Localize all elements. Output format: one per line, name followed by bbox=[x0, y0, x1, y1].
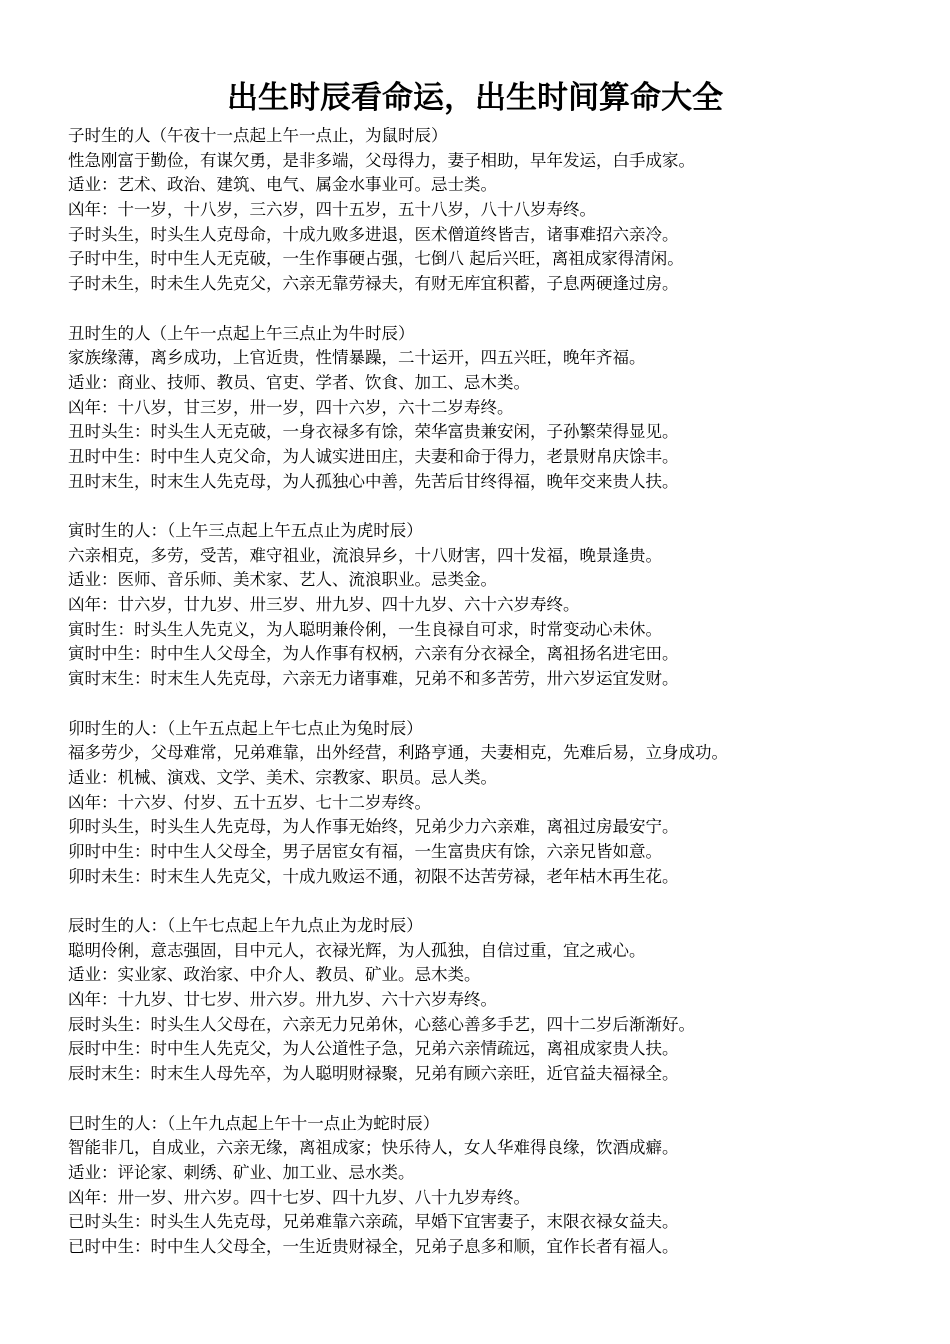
text-line: 寅时中生：时中生人父母全，为人作事有权柄，六亲有分衣禄全，离祖扬名进宅田。 bbox=[68, 644, 679, 664]
section-chen-hour bbox=[68, 914, 938, 1087]
text-line: 家族缘薄，离乡成功，上官近贵，性情暴躁，二十运开，四五兴旺，晚年齐福。 bbox=[68, 348, 646, 368]
text-line: 六亲相克，多劳，受苦，难守祖业，流浪异乡，十八财害，四十发福，晚景逢贵。 bbox=[68, 545, 662, 565]
text-line: 丑时末生，时末生人先克母，为人孤独心中善，先苦后甘终得福，晚年交来贵人扶。 bbox=[68, 471, 679, 491]
text-line: 智能非几，自成业，六亲无缘，离祖成家；快乐待人，女人华难得良缘，饮酒成癖。 bbox=[68, 1138, 679, 1158]
section-heading: 辰时生的人：（上午七点起上午九点止为龙时辰） bbox=[68, 916, 423, 935]
section-heading: 丑时生的人（上午一点起上午三点止为牛时辰） bbox=[68, 323, 415, 343]
text-line: 适业：机械、演戏、文学、美术、宗教家、职员。忌人类。 bbox=[68, 767, 497, 787]
text-line: 辰时末生：时末生人母先卒，为人聪明财禄聚，兄弟有顾六亲旺，近官益夫福禄全。 bbox=[68, 1064, 679, 1084]
text-line: 适业：商业、技师、教员、官吏、学者、饮食、加工、忌木类。 bbox=[68, 372, 530, 392]
section-heading: 卯时生的人：（上午五点起上午七点止为兔时辰） bbox=[68, 718, 423, 738]
section-yin-hour bbox=[68, 519, 938, 692]
text-line: 子时中生，时中生人无克破，一生作事硬占强，七倒八 起后兴旺，离祖成家得清闲。 bbox=[68, 249, 684, 269]
text-line: 适业：评论家、刺绣、矿业、加工业、忌水类。 bbox=[68, 1162, 415, 1182]
text-line: 凶年：十九岁、廿七岁、卅六岁。卅九岁、六十六岁寿终。 bbox=[68, 990, 497, 1010]
text-line: 寅时末生：时末生人先克母，六亲无力诸事难，兄弟不和多苦劳，卅六岁运宜发财。 bbox=[68, 669, 679, 689]
text-line: 凶年：十六岁、付岁、五十五岁、七十二岁寿终。 bbox=[68, 792, 431, 812]
document-body bbox=[68, 124, 938, 1284]
text-line: 子时头生，时头生人克母命，十成九败多进退，医术僧道终皆吉，诸事难招六亲冷。 bbox=[68, 224, 679, 244]
text-line: 凶年：十八岁，甘三岁，卅一岁，四十六岁，六十二岁寿终。 bbox=[68, 397, 514, 417]
section-chou-hour bbox=[68, 322, 938, 495]
section-heading: 子时生的人（午夜十一点起上午一点止，为鼠时辰） bbox=[68, 126, 448, 145]
text-line: 福多劳少，父母难常，兄弟难靠，出外经营，利路亨通，夫妻相克，先难后易，立身成功。 bbox=[68, 743, 728, 763]
text-line: 凶年：廿六岁，廿九岁、卅三岁、卅九岁、四十九岁、六十六岁寿终。 bbox=[68, 595, 580, 615]
text-line: 子时未生，时未生人先克父，六亲无靠劳禄夫，有财无库宜积蓄，子息两硬逢过房。 bbox=[68, 274, 679, 294]
text-line: 丑时头生：时头生人无克破，一身衣禄多有馀，荣华富贵兼安闲，子孙繁荣得显见。 bbox=[68, 422, 679, 442]
section-mao-hour bbox=[68, 717, 938, 890]
text-line: 寅时生：时头生人先克义，为人聪明兼伶俐，一生良禄自可求，时常变动心未休。 bbox=[68, 619, 662, 639]
text-line: 已时头生：时头生人先克母，兄弟难靠六亲疏，早婚下宜害妻子，末限衣禄女益夫。 bbox=[68, 1212, 679, 1232]
text-line: 已时中生：时中生人父母全，一生近贵财禄全，兄弟子息多和顺，宜作长者有福人。 bbox=[68, 1236, 679, 1256]
text-line: 丑时中生：时中生人克父命，为人诚实进田庄，夫妻和命于得力，老景财帛庆馀丰。 bbox=[68, 446, 679, 466]
section-heading: 巳时生的人：（上午九点起上午十一点止为蛇时辰） bbox=[68, 1113, 440, 1133]
text-line: 聪明伶俐，意志强固，目中元人，衣禄光辉，为人孤独，自信过重，宜之戒心。 bbox=[68, 940, 646, 960]
section-zi-hour bbox=[68, 124, 938, 297]
text-line: 卯时中生：时中生人父母全，男子居宦女有福，一生富贵庆有馀，六亲兄皆如意。 bbox=[68, 841, 662, 861]
text-line: 适业：艺术、政治、建筑、电气、属金水事业可。忌士类。 bbox=[68, 175, 497, 195]
document-title: 出生时辰看命运，出生时间算命大全 bbox=[227, 80, 723, 116]
text-line: 性急刚富于勤俭，有谋欠勇，是非多端，父母得力，妻子相助，早年发运，白手成家。 bbox=[68, 150, 695, 170]
text-line: 凶年：十一岁，十八岁，三六岁，四十五岁，五十八岁，八十八岁寿终。 bbox=[68, 200, 596, 220]
text-line: 辰时头生：时头生人父母在，六亲无力兄弟休，心慈心善多手艺，四十二岁后渐渐好。 bbox=[68, 1014, 695, 1034]
text-line: 适业：医师、音乐师、美术家、艺人、流浪职业。忌类金。 bbox=[68, 570, 497, 590]
text-line: 适业：实业家、政治家、中介人、教员、矿业。忌木类。 bbox=[68, 965, 481, 985]
text-line: 辰时中生：时中生人先克父，为人公道性子急，兄弟六亲情疏远，离祖成家贵人扶。 bbox=[68, 1039, 679, 1059]
text-line: 卯时头生，时头生人先克母，为人作事无始终，兄弟少力六亲难，离祖过房最安宁。 bbox=[68, 817, 679, 837]
text-line: 凶年：卅一岁、卅六岁。四十七岁、四十九岁、八十九岁寿终。 bbox=[68, 1187, 530, 1207]
text-line: 卯时未生：时末生人先克父，十成九败运不通，初限不达苦劳禄，老年枯木再生花。 bbox=[68, 866, 679, 886]
section-heading: 寅时生的人：（上午三点起上午五点止为虎时辰） bbox=[68, 521, 423, 540]
section-si-hour bbox=[68, 1112, 938, 1260]
